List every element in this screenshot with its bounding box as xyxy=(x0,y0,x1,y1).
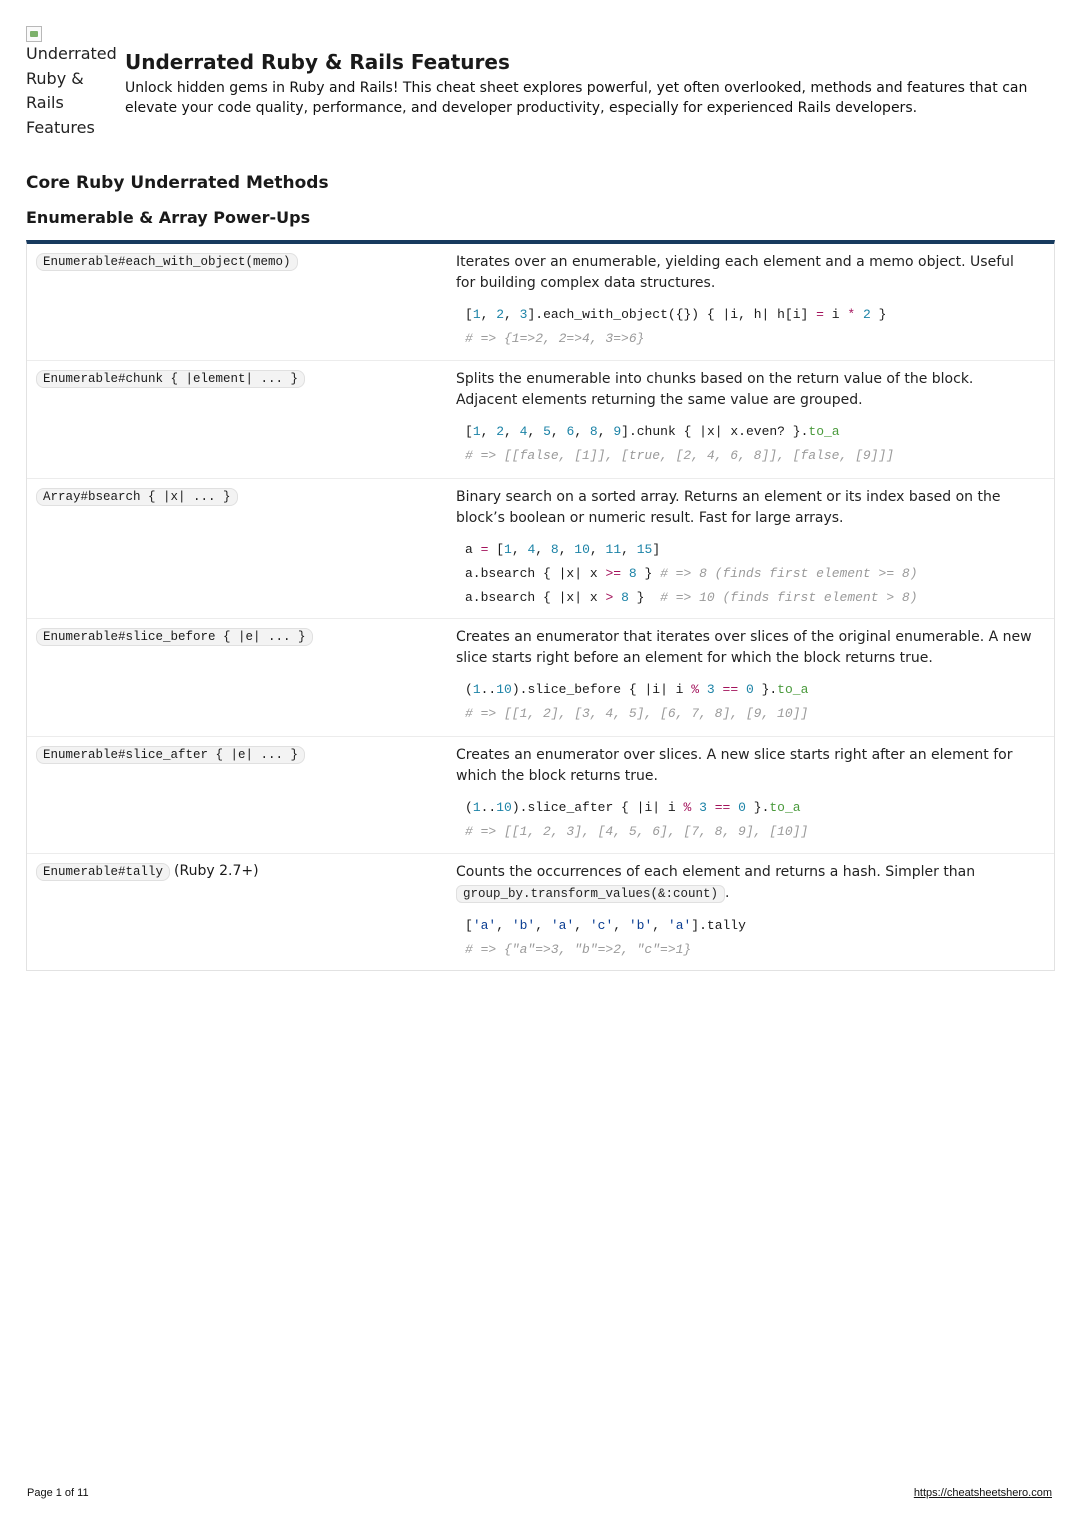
code-example xyxy=(465,914,1036,962)
code-token: ( xyxy=(465,682,473,697)
code-token xyxy=(715,682,723,697)
code-token: ).slice_after { |i| i xyxy=(511,800,684,815)
code-token: to_a xyxy=(777,682,809,697)
code-token: a.bsearch { |x| x xyxy=(465,566,606,581)
code-token: == xyxy=(722,682,739,697)
code-token: 'a' xyxy=(667,918,692,933)
code-token: , xyxy=(504,307,520,322)
code-token: , xyxy=(574,424,590,439)
code-token: % xyxy=(691,682,700,697)
table-row xyxy=(27,618,1054,736)
code-token xyxy=(613,590,621,605)
method-cell xyxy=(27,479,447,618)
code-token xyxy=(691,800,699,815)
code-token: = xyxy=(480,542,489,557)
code-token: 2 xyxy=(496,424,505,439)
code-token: 3 xyxy=(706,682,715,697)
table-row xyxy=(27,478,1054,618)
page-header xyxy=(26,24,1056,140)
method-description: Iterates over an enumerable, yielding each element and a memo object. Useful for building complex data structures. xyxy=(456,254,1014,291)
code-token: , xyxy=(480,424,497,439)
code-token: , xyxy=(535,918,551,933)
code-line xyxy=(465,420,1036,444)
method-description: Binary search on a sorted array. Returns an element or its index based on the block’s boolean or numeric result. Fast for large arrays. xyxy=(456,489,1001,526)
code-token: 1 xyxy=(472,800,481,815)
code-token: , xyxy=(613,918,629,933)
code-token: 8 xyxy=(589,424,598,439)
table-row xyxy=(27,853,1054,970)
code-token xyxy=(707,800,715,815)
method-signature: Enumerable#slice_after { |e| ... } xyxy=(36,746,305,764)
code-example xyxy=(465,538,1036,610)
table-row xyxy=(27,244,1054,360)
code-token: [ xyxy=(465,918,473,933)
description-cell xyxy=(447,854,1054,970)
code-line xyxy=(465,796,1036,820)
code-token: 11 xyxy=(605,542,622,557)
code-token: 10 xyxy=(496,800,512,815)
method-description: Splits the enumerable into chunks based on the return value of the block. Adjacent elements returning the same value are grouped. xyxy=(456,371,974,408)
code-line xyxy=(465,327,1036,351)
header-text xyxy=(125,24,1056,140)
code-token xyxy=(730,800,738,815)
code-token: 2 xyxy=(862,307,871,322)
code-token: 2 xyxy=(496,307,505,322)
method-signature: Enumerable#each_with_object(memo) xyxy=(36,253,298,271)
code-token: ].tally xyxy=(691,918,746,933)
code-line xyxy=(465,914,1036,938)
code-token: 5 xyxy=(543,424,551,439)
code-token: # => 10 (finds first element > 8) xyxy=(660,590,918,605)
code-token: 1 xyxy=(472,682,481,697)
code-token: 1 xyxy=(504,542,512,557)
methods-table xyxy=(26,240,1055,971)
code-token: 'c' xyxy=(589,918,614,933)
code-token: 0 xyxy=(745,682,754,697)
code-line xyxy=(465,938,1036,962)
code-token: ] xyxy=(652,542,661,557)
code-token: } xyxy=(636,566,661,581)
code-token: , xyxy=(527,424,544,439)
code-line xyxy=(465,678,1036,702)
code-token: }. xyxy=(745,800,770,815)
code-token: , xyxy=(589,542,606,557)
code-token: = xyxy=(816,307,824,322)
code-token: == xyxy=(714,800,731,815)
code-token: 0 xyxy=(738,800,746,815)
code-token: 6 xyxy=(566,424,575,439)
method-cell xyxy=(27,361,447,478)
code-example xyxy=(465,796,1036,844)
page-title: Underrated Ruby & Rails Features xyxy=(125,50,510,74)
page-number: Page 1 of 11 xyxy=(27,1487,89,1499)
version-note: (Ruby 2.7+) xyxy=(174,863,259,879)
method-signature: Enumerable#tally xyxy=(36,863,170,881)
code-line xyxy=(465,820,1036,844)
code-token: * xyxy=(847,307,856,322)
code-token: to_a xyxy=(808,424,840,439)
code-token: ].chunk { |x| x.even? }. xyxy=(621,424,809,439)
method-signature: Enumerable#slice_before { |e| ... } xyxy=(36,628,313,646)
code-token: 1 xyxy=(472,307,481,322)
code-token: .. xyxy=(480,682,497,697)
code-token: 'b' xyxy=(628,918,653,933)
code-token: to_a xyxy=(769,800,801,815)
description-cell xyxy=(447,619,1054,736)
code-token: , xyxy=(535,542,551,557)
code-token xyxy=(738,682,746,697)
code-line xyxy=(465,702,1036,726)
method-cell xyxy=(27,737,447,853)
code-token: [ xyxy=(465,424,473,439)
code-token: 4 xyxy=(519,424,528,439)
code-line xyxy=(465,586,1036,610)
method-cell xyxy=(27,854,447,970)
code-line xyxy=(465,538,1036,562)
code-token: 15 xyxy=(636,542,653,557)
code-token: ].each_with_object({}) { |i, h| h[i] xyxy=(527,307,817,322)
logo-image xyxy=(26,24,116,140)
code-token: , xyxy=(574,918,590,933)
description-text: Counts the occurrences of each element and returns a hash. Simpler than xyxy=(456,864,976,880)
table-row xyxy=(27,360,1054,478)
code-token: ).slice_before { |i| i xyxy=(511,682,692,697)
code-token: 1 xyxy=(472,424,481,439)
code-token: % xyxy=(683,800,692,815)
code-token: >= xyxy=(605,566,622,581)
method-signature: Enumerable#chunk { |element| ... } xyxy=(36,370,305,388)
code-token: , xyxy=(504,424,520,439)
code-token: , xyxy=(621,542,637,557)
code-token: # => 8 (finds first element >= 8) xyxy=(660,566,918,581)
code-token: # => {1=>2, 2=>4, 3=>6} xyxy=(465,331,645,346)
method-cell xyxy=(27,619,447,736)
code-token: 'b' xyxy=(511,918,536,933)
code-token: [ xyxy=(465,307,473,322)
code-token: # => [[1, 2], [3, 4, 5], [6, 7, 8], [9, 10]] xyxy=(465,706,809,721)
code-token xyxy=(855,307,863,322)
code-token: .. xyxy=(480,800,497,815)
code-token: 8 xyxy=(628,566,637,581)
code-token: a.bsearch { |x| x xyxy=(465,590,606,605)
code-token: , xyxy=(511,542,528,557)
code-line xyxy=(465,444,1036,468)
inline-code: group_by.transform_values(&:count) xyxy=(456,885,725,903)
code-token: 3 xyxy=(699,800,707,815)
code-token: i xyxy=(823,307,848,322)
code-token: } xyxy=(870,307,887,322)
code-token: 4 xyxy=(527,542,536,557)
broken-image-icon xyxy=(26,26,42,42)
table-row xyxy=(27,736,1054,853)
code-example xyxy=(465,303,1036,351)
code-token: 8 xyxy=(550,542,559,557)
method-cell xyxy=(27,244,447,360)
code-token: , xyxy=(597,424,614,439)
site-link[interactable]: https://cheatsheetshero.com xyxy=(913,1487,1052,1499)
description-cell xyxy=(447,244,1054,360)
code-token: 'a' xyxy=(472,918,497,933)
code-token: # => [[1, 2, 3], [4, 5, 6], [7, 8, 9], [10]] xyxy=(465,824,809,839)
code-token: , xyxy=(550,424,567,439)
section-subtitle: Enumerable & Array Power-Ups xyxy=(26,208,311,227)
code-token: > xyxy=(605,590,614,605)
logo-alt-text: Underrated Ruby & Rails Features xyxy=(26,44,117,137)
code-token: , xyxy=(480,307,497,322)
method-description xyxy=(456,862,1036,904)
code-example xyxy=(465,678,1036,726)
code-token: 3 xyxy=(519,307,528,322)
code-token: 9 xyxy=(613,424,622,439)
code-token: [ xyxy=(488,542,505,557)
section-title: Core Ruby Underrated Methods xyxy=(26,173,329,193)
code-token xyxy=(621,566,629,581)
code-token: a xyxy=(465,542,481,557)
code-line xyxy=(465,562,1036,586)
code-token: , xyxy=(496,918,512,933)
code-token: # => [[false, [1]], [true, [2, 4, 6, 8]], [false, [9]]] xyxy=(465,448,895,463)
code-token: 'a' xyxy=(550,918,575,933)
code-token: ( xyxy=(465,800,473,815)
code-token: } xyxy=(628,590,661,605)
code-line xyxy=(465,303,1036,327)
code-example xyxy=(465,420,1036,468)
method-signature: Array#bsearch { |x| ... } xyxy=(36,488,238,506)
description-cell xyxy=(447,737,1054,853)
method-description: Creates an enumerator over slices. A new slice starts right after an element for which the block returns true. xyxy=(456,747,1013,784)
code-token: 10 xyxy=(574,542,590,557)
code-token: 8 xyxy=(621,590,629,605)
description-cell xyxy=(447,479,1054,618)
code-token xyxy=(699,682,707,697)
code-token: , xyxy=(558,542,575,557)
method-description: Creates an enumerator that iterates over slices of the original enumerable. A new slice starts right before an element for which the block returns true. xyxy=(456,629,1032,666)
code-token: 10 xyxy=(496,682,512,697)
description-end: . xyxy=(725,884,730,901)
code-token: , xyxy=(652,918,668,933)
code-token: }. xyxy=(753,682,778,697)
page-intro: Unlock hidden gems in Ruby and Rails! This cheat sheet explores powerful, yet often overlooked, methods and features that can elevate your code quality, performance, and developer productivity, especially for experienced Rails developers. xyxy=(125,80,1028,116)
code-token: # => {"a"=>3, "b"=>2, "c"=>1} xyxy=(465,942,692,957)
description-cell xyxy=(447,361,1054,478)
